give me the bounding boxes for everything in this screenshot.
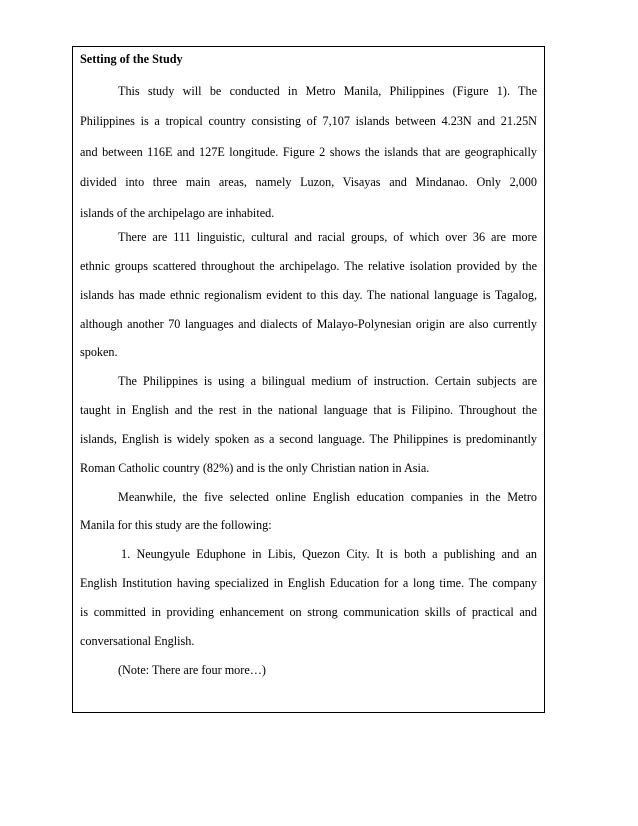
paragraph-line: and between 116E and 127E longitude. Figure 2 shows the islands that are geographically (80, 145, 537, 159)
section-heading: Setting of the Study (80, 52, 183, 66)
paragraph-line: islands has made ethnic regionalism evident to this day. The national language is Tagalog, (80, 288, 537, 302)
paragraph-line: islands of the archipelago are inhabited. (80, 206, 275, 220)
paragraph-line: divided into three main areas, namely Luzon, Visayas and Mindanao. Only 2,000 (80, 175, 537, 189)
paragraph-line: islands, English is widely spoken as a second language. The Philippines is predominantly (80, 432, 537, 446)
paragraph-line: taught in English and the rest in the national language that is Filipino. Throughout the (80, 403, 537, 417)
paragraph-line: Meanwhile, the five selected online English education companies in the Metro (118, 490, 537, 504)
paragraph-line: This study will be conducted in Metro Manila, Philippines (Figure 1). The (118, 84, 537, 98)
paragraph-line: Manila for this study are the following: (80, 518, 272, 532)
list-item-line: conversational English. (80, 634, 195, 648)
paragraph-line: although another 70 languages and dialects of Malayo-Polynesian origin are also currently (80, 317, 537, 331)
paragraph-line: spoken. (80, 345, 118, 359)
paragraph-line: Philippines is a tropical country consisting of 7,107 islands between 4.23N and 21.25N (80, 114, 537, 128)
note-line: (Note: There are four more…) (118, 663, 266, 677)
paragraph-line: There are 111 linguistic, cultural and racial groups, of which over 36 are more (118, 230, 537, 244)
paragraph-line: The Philippines is using a bilingual medium of instruction. Certain subjects are (118, 374, 537, 388)
list-item-line: 1. Neungyule Eduphone in Libis, Quezon City. It is both a publishing and an (121, 547, 537, 561)
list-item-line: is committed in providing enhancement on strong communication skills of practical and (80, 605, 537, 619)
paragraph-line: Roman Catholic country (82%) and is the only Christian nation in Asia. (80, 461, 430, 475)
list-item-line: English Institution having specialized in English Education for a long time. The company (80, 576, 537, 590)
paragraph-line: ethnic groups scattered throughout the archipelago. The relative isolation provided by the (80, 259, 537, 273)
